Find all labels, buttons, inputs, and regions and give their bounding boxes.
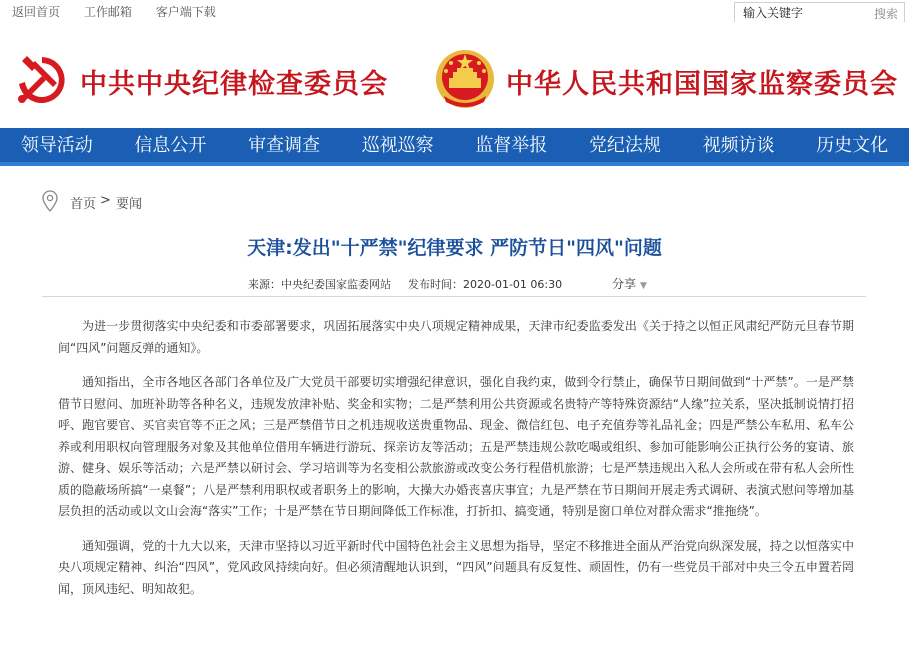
nav-item-history[interactable]: 历史文化 — [816, 135, 889, 156]
work-email-link[interactable]: 工作邮箱 — [83, 5, 132, 19]
top-utility-bar — [0, 0, 909, 22]
breadcrumb-home[interactable]: 首页 — [70, 197, 97, 212]
nav-item-video[interactable]: 视频访谈 — [702, 135, 775, 156]
article-meta — [0, 273, 909, 293]
article-body — [58, 316, 854, 613]
search-button[interactable]: 搜索 — [873, 7, 898, 21]
top-links — [12, 3, 236, 20]
meta-divider — [42, 296, 866, 297]
nav-item-reporting[interactable]: 监督举报 — [475, 135, 548, 156]
nav-item-leadership[interactable]: 领导活动 — [20, 135, 93, 156]
national-emblem-icon[interactable] — [434, 48, 496, 110]
breadcrumb-current[interactable]: 要闻 — [116, 197, 143, 212]
nav-item-regulations[interactable]: 党纪法规 — [588, 135, 661, 156]
national-supervisory-commission-title[interactable]: 中华人民共和国国家监察委员会 — [506, 69, 898, 100]
search-box — [734, 2, 905, 23]
article-source: 来源：中央纪委国家监委网站 — [248, 278, 391, 291]
article-paragraph: 通知指出，全市各地区各部门各单位及广大党员干部要切实增强纪律意识，强化自我约束，做到令行禁止，确保节日期间做到“十严禁”。一是严禁借节日慰问、加班补助等各种名义，违规发放津补贴、奖金和实物；二是严禁利用公共资源或名贵特产等特殊资源结“人缘”拉关系，坚决抵制说情打招呼、跑官要官、买官卖官等不正之风；三是严禁借节日之机违规收送贵重物品、现金、微信红包、电子充值券等礼品礼金；四是严禁公车私用、私车公养或利用职权向管理服务对象及其他单位借用车辆进行游玩、探亲访友等活动；五是严禁违规公款吃喝或组织、参加可能影响公正执行公务的宴请、旅游、健身、娱乐等活动；六是严禁以研讨会、学习培训等为名变相公款旅游或改变公务行程借机旅游；七是严禁违规出入私人会所或在带有私人会所性质的隐蔽场所搞“一桌餐”；八是严禁利用职权或者职务上的影响，大操大办婚丧喜庆事宜；九是严禁在节日期间开展走秀式调研、表演式慰问等增加基层负担的活动或以文山会海“落实”工作；十是严禁在节日期间降低工作标准，打折扣、搞变通，特别是窗口单位对群众需求“推拖绕”。 — [58, 375, 854, 518]
nav-item-inspection[interactable]: 巡视巡察 — [361, 135, 434, 156]
article-paragraph: 为进一步贯彻落实中央纪委和市委部署要求，巩固拓展落实中央八项规定精神成果，天津市纪委监委发出《关于持之以恒正风肃纪严防元旦春节期间“四风”问题反弹的通知》。 — [58, 319, 854, 355]
share-button[interactable] — [612, 275, 647, 292]
article-publish-time: 发布时间：2020-01-01 06:30 — [408, 278, 563, 291]
share-label: 分享 — [612, 277, 637, 291]
caret-down-icon: ▼ — [640, 281, 647, 291]
party-emblem-icon[interactable] — [12, 52, 68, 108]
client-download-link[interactable]: 客户端下载 — [155, 5, 216, 19]
main-nav — [0, 128, 909, 166]
breadcrumb-separator: > — [100, 193, 111, 208]
article-title: 天津:发出"十严禁"纪律要求 严防节日"四风"问题 — [247, 237, 662, 259]
nav-item-info-disclosure[interactable]: 信息公开 — [134, 135, 207, 156]
home-link[interactable]: 返回首页 — [12, 5, 61, 19]
article-paragraph: 通知强调，党的十九大以来，天津市坚持以习近平新时代中国特色社会主义思想为指导，坚定不移推进全面从严治党向纵深发展，持之以恒落实中央八项规定精神、纠治“四风”，党风政风持续向好。但必须清醒地认识到，“四风”问题具有反复性、顽固性，仍有一些党员干部对中央三令五申置若罔闻，顶风违纪、明知故犯。 — [58, 538, 854, 596]
search-input[interactable] — [735, 3, 863, 22]
cpc-discipline-commission-title[interactable]: 中共中央纪律检查委员会 — [80, 69, 388, 100]
location-pin-icon — [42, 190, 58, 212]
site-header — [0, 22, 909, 128]
nav-item-investigation[interactable]: 审查调查 — [248, 135, 321, 156]
